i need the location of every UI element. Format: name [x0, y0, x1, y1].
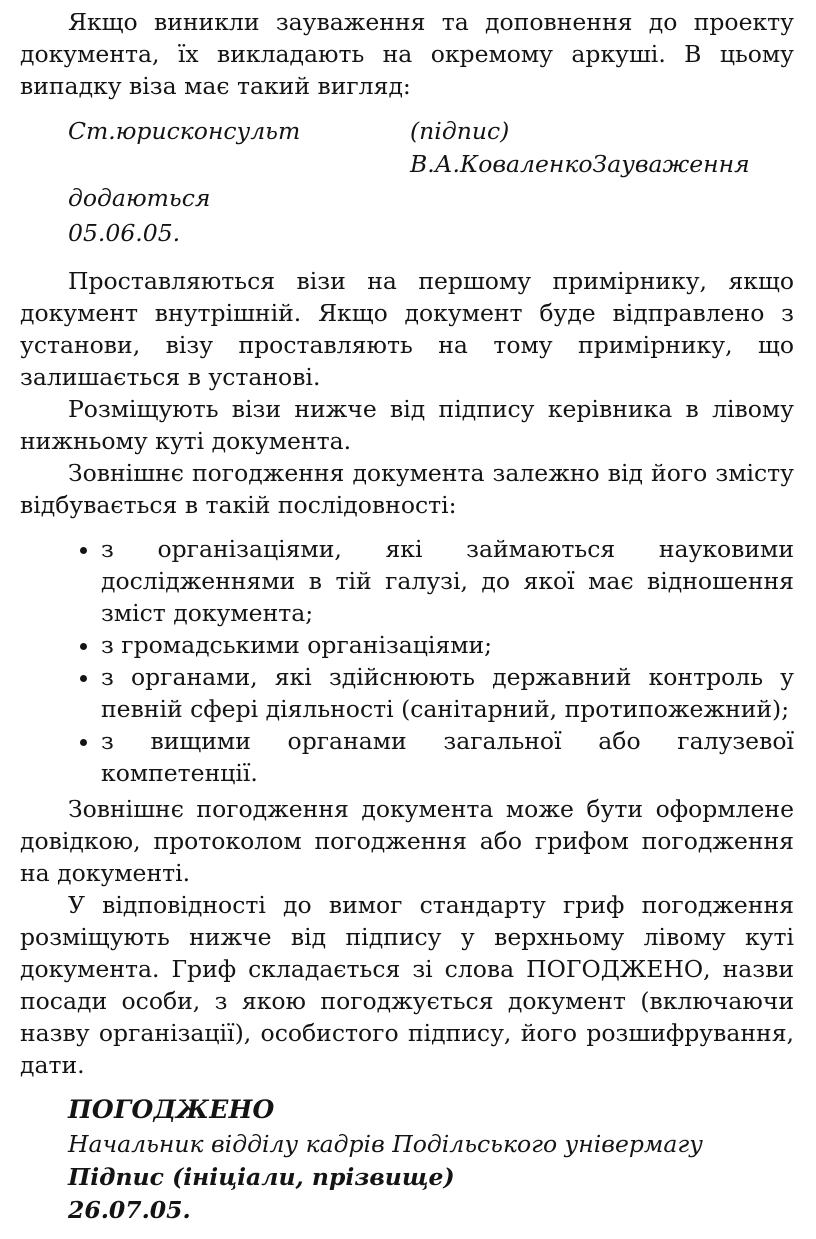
- paragraph-stamp-requirements: У відповідності до вимог стандарту гриф погодження розміщують нижче від підпису у верхньому лівому куті документа. Гриф складається зі слова ПОГОДЖЕНО, назви посади особи, з якою погоджується документ (включаючи назву організації), особистого підпису, його розшифрування, дати.: [20, 891, 794, 1079]
- approval-date: 26.07.05.: [68, 1196, 191, 1224]
- paragraph-remarks-intro: Якщо виникли зауваження та доповнення до проекту документа, їх викладають на окремому аркуші. В цьому випадку віза має такий вигляд:: [20, 8, 794, 100]
- visa-signature-label: (підпис): [410, 117, 510, 145]
- paragraph-visa-location: Розміщують візи нижче від підпису керівника в лівому нижньому куті документа.: [20, 395, 794, 455]
- list-item: • з громадськими організаціями;: [101, 629, 794, 661]
- visa-note: додаються: [68, 184, 211, 212]
- approval-word: ПОГОДЖЕНО: [68, 1095, 275, 1124]
- agreement-sequence-list: [20, 533, 794, 789]
- list-item: • з органами, які здійснюють державний контроль у певній сфері діяльності (санітарний, протипожежний);: [101, 661, 794, 725]
- paragraph-agreement-forms: Зовнішнє погодження документа може бути оформлене довідкою, протоколом погодження або грифом погодження на документі.: [20, 795, 794, 887]
- visa-row: [68, 115, 794, 148]
- visa-name: В.А.КоваленкоЗауваження: [410, 150, 750, 178]
- approval-stamp-block: [68, 1093, 794, 1227]
- visa-row: [68, 148, 794, 181]
- visa-spacer: [68, 148, 410, 181]
- visa-date: 05.06.05.: [68, 219, 181, 247]
- approval-signature: Підпис (ініціали, прізвище): [68, 1163, 455, 1191]
- paragraph-external-agreement-intro: Зовнішнє погодження документа залежно від його змісту відбувається в такій послідовності:: [20, 459, 794, 519]
- visa-position: Ст.юрисконсульт: [68, 117, 301, 145]
- list-item: • з вищими органами загальної або галузевої компетенції.: [101, 725, 794, 789]
- visa-example-block: [68, 115, 794, 251]
- paragraph-visa-placement: Проставляються візи на першому примірнику, якщо документ внутрішній. Якщо документ буде відправлено з установи, візу проставляють на тому примірнику, що залишається в установі.: [20, 267, 794, 391]
- list-item: • з організаціями, які займаються науковими дослідженнями в тій галузі, до якої має відношення зміст документа;: [101, 533, 794, 629]
- approval-position: Начальник відділу кадрів Подільського універмагу: [68, 1130, 703, 1158]
